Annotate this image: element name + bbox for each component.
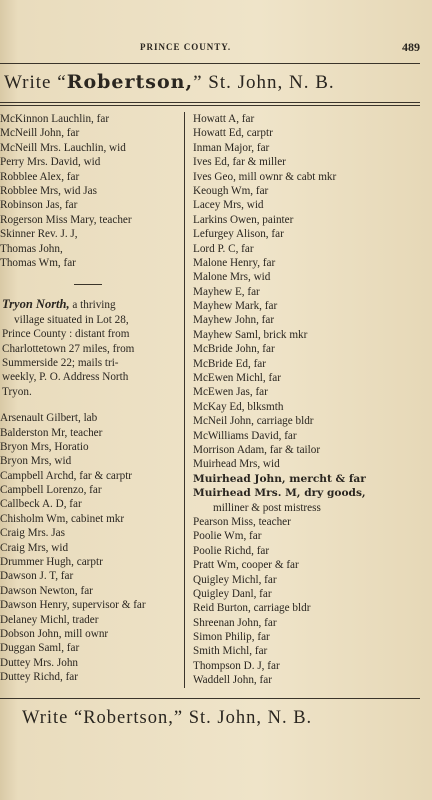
directory-entry: Skinner Rev. J. J,	[0, 228, 78, 241]
directory-entry: Muirhead Mrs, wid	[193, 458, 280, 471]
place-line-3: Prince County : distant from	[2, 328, 130, 341]
directory-entry: Reid Burton, carriage bldr	[193, 602, 311, 615]
directory-entry: Mayhew E, far	[193, 285, 260, 298]
left-entries-bottom	[0, 411, 180, 684]
directory-entry: Mayhew Mark, far	[193, 300, 278, 313]
page-header	[0, 40, 432, 56]
directory-entry: Dobson John, mill ownr	[0, 628, 109, 640]
directory-entry: Keough Wm, far	[193, 184, 269, 197]
directory-entry: Balderston Mr, teacher	[0, 426, 103, 439]
directory-entry: McNeill Mrs. Lauchlin, wid	[0, 141, 126, 154]
directory-entry: Pearson Miss, teacher	[193, 515, 291, 528]
banner-rest: ” St. John, N. B.	[193, 72, 335, 93]
directory-entry: Malone Henry, far	[193, 256, 276, 269]
directory-entry: Dawson Henry, supervisor & far	[0, 599, 146, 612]
directory-entry: Delaney Michl, trader	[0, 613, 99, 626]
directory-entry: Arsenault Gilbert, lab	[0, 412, 98, 425]
header-rule	[0, 63, 420, 64]
directory-entry: McBride Ed, far	[193, 357, 267, 370]
left-column	[0, 112, 180, 685]
banner-write: Write “	[4, 72, 67, 93]
directory-entry: Dawson J. T, far	[0, 570, 74, 583]
directory-entry: McNeill John, far	[0, 127, 80, 140]
directory-entry: Duttey Mrs. John	[0, 656, 79, 669]
section-divider	[74, 284, 102, 285]
directory-entry: Pratt Wm, cooper & far	[193, 559, 299, 572]
place-line-6: weekly, P. O. Address North	[2, 371, 129, 384]
directory-entry: Shreenan John, far	[193, 616, 277, 629]
directory-entry: Morrison Adam, far & tailor	[193, 443, 321, 456]
banner-rule-top-2	[0, 105, 420, 106]
directory-entry: McNeil John, carriage bldr	[193, 415, 314, 428]
directory-entry: McEwen Jas, far	[193, 386, 268, 399]
directory-entry: Muirhead John, mercht & far	[193, 472, 366, 485]
place-line-7: Tryon.	[2, 385, 32, 398]
directory-entry: milliner & post mistress	[213, 501, 321, 514]
directory-entry: McWilliams David, far	[193, 429, 297, 442]
directory-entry: Quigley Michl, far	[193, 573, 277, 586]
directory-entry: Lord P. C, far	[193, 242, 254, 255]
directory-entry: Inman Major, far	[193, 141, 270, 154]
directory-entry: Robblee Alex, far	[0, 170, 80, 183]
column-divider	[184, 112, 185, 688]
directory-entry: Chisholm Wm, cabinet mkr	[0, 512, 125, 525]
directory-entry: Campbell Lorenzo, far	[0, 484, 102, 497]
directory-entry: Poolie Richd, far	[193, 544, 270, 557]
directory-entry: McKay Ed, blksmth	[193, 400, 284, 413]
directory-entry: Waddell John, far	[193, 674, 272, 687]
directory-entry: Dawson Newton, far	[0, 584, 93, 597]
directory-entry: Bryon Mrs, wid	[0, 455, 72, 468]
bottom-banner-text: Write “Robertson,” St. John, N. B.	[22, 708, 313, 728]
directory-entry: Smith Michl, far	[193, 645, 268, 658]
directory-entry: Larkins Owen, painter	[193, 213, 294, 226]
directory-entry: Bryon Mrs, Horatio	[0, 440, 89, 453]
directory-entry: Drummer Hugh, carptr	[0, 556, 103, 569]
directory-entry: Simon Philip, far	[193, 631, 270, 644]
directory-entry: McKinnon Lauchlin, far	[0, 113, 110, 125]
right-column	[193, 112, 429, 688]
top-banner	[4, 71, 432, 97]
directory-entry: McBride John, far	[193, 343, 275, 356]
place-line-1: a thriving	[69, 299, 116, 312]
directory-entry: Craig Mrs, wid	[0, 541, 69, 554]
directory-entry: Muirhead Mrs. M, dry goods,	[193, 487, 366, 500]
directory-entry: Mayhew Saml, brick mkr	[193, 328, 308, 341]
directory-entry: Mayhew John, far	[193, 314, 275, 327]
directory-entry: Rogerson Miss Mary, teacher	[0, 213, 132, 226]
directory-entry: Perry Mrs. David, wid	[0, 156, 101, 169]
place-line-2: village situated in Lot 28,	[14, 313, 129, 326]
directory-entry: Craig Mrs. Jas	[0, 527, 65, 540]
bottom-banner	[22, 708, 432, 734]
directory-entry: Callbeck A. D, far	[0, 498, 82, 511]
directory-entry: Malone Mrs, wid	[193, 271, 271, 284]
directory-entry: Ives Ed, far & miller	[193, 156, 286, 169]
left-entries-top	[0, 112, 180, 270]
directory-entry: Ives Geo, mill ownr & cabt mkr	[193, 170, 337, 183]
directory-entry: McEwen Michl, far	[193, 372, 281, 385]
directory-entry: Lefurgey Alison, far	[193, 228, 284, 241]
place-line-4: Charlottetown 27 miles, from	[2, 342, 135, 355]
banner-rule-bottom	[0, 698, 420, 699]
place-line-5: Summerside 22; mails tri-	[2, 356, 119, 369]
directory-entry: Campbell Archd, far & carptr	[0, 469, 133, 482]
banner-rule-top	[0, 102, 420, 103]
directory-entry: Robblee Mrs, wid Jas	[0, 184, 97, 197]
directory-entry: Thompson D. J, far	[193, 659, 280, 672]
banner-name: Robertson,	[66, 71, 194, 93]
directory-entry: Duttey Richd, far	[0, 671, 78, 684]
directory-entry: Robinson Jas, far	[0, 199, 78, 212]
right-entries	[193, 112, 429, 688]
directory-entry: Poolie Wm, far	[193, 530, 262, 543]
directory-entry: Quigley Danl, far	[193, 587, 272, 600]
directory-entry: Howatt Ed, carptr	[193, 127, 273, 140]
directory-entry: Lacey Mrs, wid	[193, 199, 264, 212]
directory-entry: Thomas John,	[0, 242, 63, 255]
place-name: Tryon North,	[2, 297, 70, 312]
directory-entry: Howatt A, far	[193, 113, 255, 125]
directory-entry: Duggan Saml, far	[0, 642, 80, 655]
place-description	[0, 297, 180, 399]
running-head: PRINCE COUNTY.	[140, 42, 232, 52]
page-number: 489	[402, 40, 420, 54]
directory-entry: Thomas Wm, far	[0, 256, 76, 269]
